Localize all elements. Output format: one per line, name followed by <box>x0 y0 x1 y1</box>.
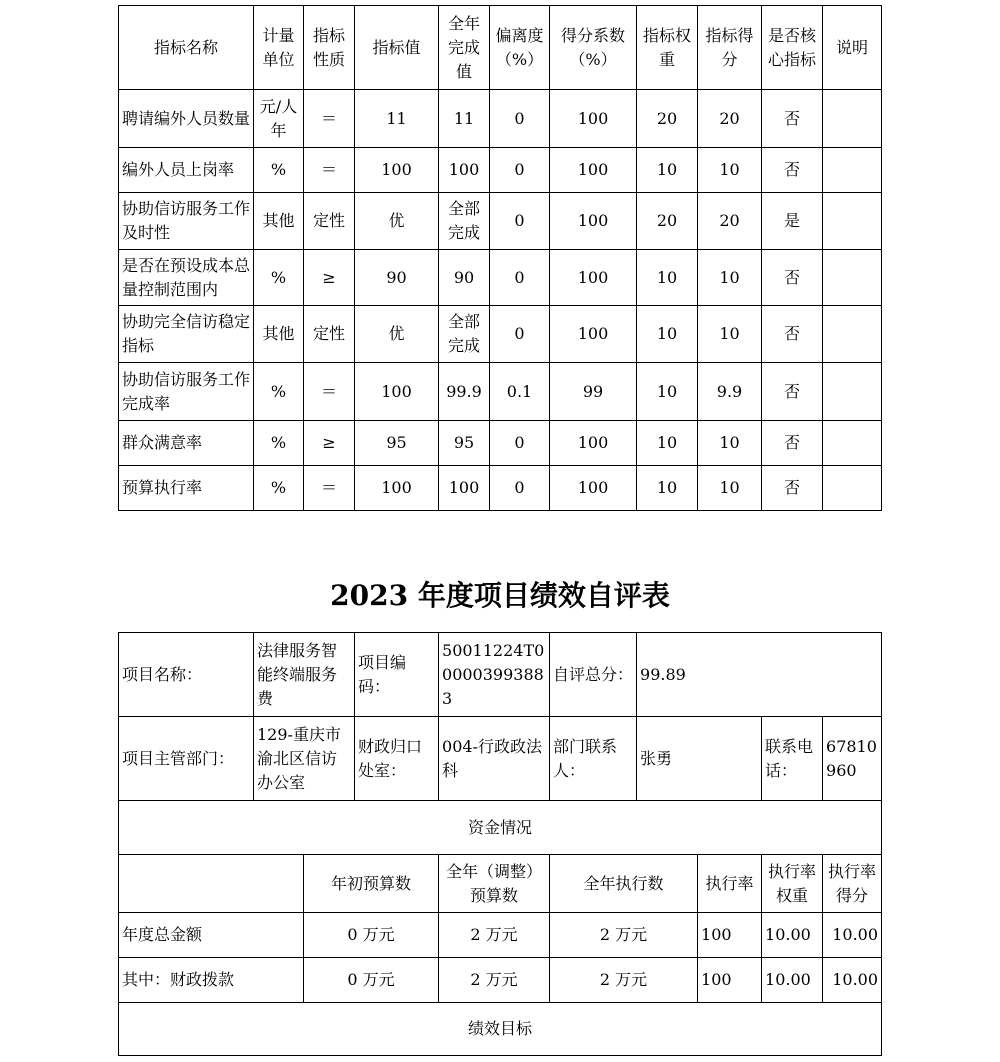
funds-value-cell: 10.00 <box>762 913 823 958</box>
table-row <box>119 421 882 466</box>
header-cell: 计量单位 <box>254 6 304 90</box>
indicator-table <box>118 5 882 511</box>
funds-value-cell: 100 <box>698 913 762 958</box>
indicator-value-cell: 0 <box>490 466 550 511</box>
goals-section-row <box>119 1003 882 1056</box>
table-row <box>119 250 882 306</box>
table-row <box>119 466 882 511</box>
indicator-name-cell: 聘请编外人员数量 <box>119 90 254 148</box>
table-row <box>119 148 882 193</box>
indicator-value-cell <box>823 250 882 306</box>
funds-value-cell: 100 <box>698 958 762 1003</box>
indicator-value-cell: 9.9 <box>698 363 762 421</box>
indicator-value-cell: ＝ <box>304 466 355 511</box>
indicator-value-cell: 其他 <box>254 306 304 363</box>
indicator-value-cell: ＝ <box>304 148 355 193</box>
header-cell: 偏离度（%） <box>490 6 550 90</box>
indicator-value-cell: 0 <box>490 148 550 193</box>
self-score-value: 99.89 <box>637 633 882 717</box>
indicator-value-cell: 100 <box>355 148 439 193</box>
indicator-value-cell: 10 <box>698 421 762 466</box>
department-row <box>119 717 882 801</box>
indicator-value-cell: 是 <box>762 193 823 250</box>
department-value: 129-重庆市渝北区信访办公室 <box>254 717 355 801</box>
phone-value: 67810960 <box>823 717 882 801</box>
header-cell: 是否核心指标 <box>762 6 823 90</box>
indicator-value-cell: % <box>254 148 304 193</box>
indicator-name-cell: 编外人员上岗率 <box>119 148 254 193</box>
project-info-row <box>119 633 882 717</box>
indicator-value-cell: ≥ <box>304 250 355 306</box>
indicator-value-cell: 100 <box>550 193 637 250</box>
indicator-value-cell: 95 <box>439 421 490 466</box>
indicator-value-cell: 99.9 <box>439 363 490 421</box>
indicator-value-cell: 100 <box>550 306 637 363</box>
indicator-name-cell: 协助信访服务工作及时性 <box>119 193 254 250</box>
indicator-value-cell: 10 <box>698 148 762 193</box>
indicator-value-cell: % <box>254 421 304 466</box>
indicator-value-cell: 10 <box>637 466 698 511</box>
project-code-value: 50011224T000003993883 <box>439 633 550 717</box>
indicator-value-cell: 20 <box>698 193 762 250</box>
goals-section-label: 绩效目标 <box>119 1003 882 1056</box>
indicator-value-cell: 否 <box>762 250 823 306</box>
table-row <box>119 306 882 363</box>
indicator-value-cell: 否 <box>762 306 823 363</box>
indicator-value-cell: 100 <box>355 363 439 421</box>
indicator-value-cell <box>823 306 882 363</box>
indicator-value-cell: ＝ <box>304 363 355 421</box>
funds-section-row <box>119 801 882 855</box>
indicator-value-cell <box>823 421 882 466</box>
indicator-value-cell: 10 <box>637 250 698 306</box>
finance-office-label: 财政归口处室： <box>355 717 439 801</box>
funds-value-cell: 10.00 <box>823 958 882 1003</box>
project-name-value: 法律服务智能终端服务费 <box>254 633 355 717</box>
indicator-value-cell: 100 <box>439 148 490 193</box>
indicator-value-cell: 否 <box>762 148 823 193</box>
indicator-value-cell: 0 <box>490 421 550 466</box>
indicator-value-cell: 99 <box>550 363 637 421</box>
indicator-body <box>119 90 882 511</box>
indicator-value-cell: 其他 <box>254 193 304 250</box>
indicator-value-cell: 95 <box>355 421 439 466</box>
header-cell: 指标名称 <box>119 6 254 90</box>
indicator-name-cell: 是否在预设成本总量控制范围内 <box>119 250 254 306</box>
indicator-value-cell: 0 <box>490 90 550 148</box>
funds-value-cell: 2 万元 <box>550 913 698 958</box>
indicator-value-cell: 10 <box>637 421 698 466</box>
header-cell: 指标权重 <box>637 6 698 90</box>
indicator-value-cell: % <box>254 250 304 306</box>
indicator-value-cell: 0 <box>490 306 550 363</box>
indicator-value-cell: 10 <box>637 148 698 193</box>
indicator-value-cell: 100 <box>550 466 637 511</box>
indicator-value-cell: 否 <box>762 421 823 466</box>
funds-value-cell: 10.00 <box>823 913 882 958</box>
indicator-value-cell: 10 <box>637 306 698 363</box>
funds-header-cell: 年初预算数 <box>304 855 439 913</box>
indicator-value-cell: 20 <box>637 90 698 148</box>
funds-header-cell: 执行率权重 <box>762 855 823 913</box>
funds-value-cell: 0 万元 <box>304 913 439 958</box>
indicator-value-cell: ＝ <box>304 90 355 148</box>
header-cell: 指标性质 <box>304 6 355 90</box>
indicator-name-cell: 预算执行率 <box>119 466 254 511</box>
funds-value-cell: 2 万元 <box>439 958 550 1003</box>
table-row <box>119 90 882 148</box>
funds-header-cell: 全年执行数 <box>550 855 698 913</box>
indicator-value-cell: 否 <box>762 363 823 421</box>
indicator-value-cell: 90 <box>355 250 439 306</box>
indicator-value-cell <box>823 148 882 193</box>
funds-value-cell: 2 万元 <box>550 958 698 1003</box>
funds-value-cell: 0 万元 <box>304 958 439 1003</box>
indicator-value-cell: 100 <box>355 466 439 511</box>
header-cell: 说明 <box>823 6 882 90</box>
indicator-value-cell: 11 <box>355 90 439 148</box>
funds-header-cell: 执行率 <box>698 855 762 913</box>
indicator-value-cell: 11 <box>439 90 490 148</box>
indicator-value-cell: 元/人年 <box>254 90 304 148</box>
header-cell: 指标值 <box>355 6 439 90</box>
indicator-name-cell: 协助信访服务工作完成率 <box>119 363 254 421</box>
indicator-value-cell: 100 <box>550 250 637 306</box>
indicator-value-cell: 全部完成 <box>439 193 490 250</box>
indicator-value-cell <box>823 466 882 511</box>
indicator-value-cell: 20 <box>637 193 698 250</box>
indicator-value-cell: 100 <box>550 148 637 193</box>
funds-row-label: 年度总金额 <box>119 913 304 958</box>
indicator-header-row <box>119 6 882 90</box>
indicator-value-cell: 优 <box>355 193 439 250</box>
contact-value: 张勇 <box>637 717 762 801</box>
indicator-value-cell: 0.1 <box>490 363 550 421</box>
table-row <box>119 363 882 421</box>
self-score-label: 自评总分： <box>550 633 637 717</box>
indicator-value-cell: 10 <box>698 466 762 511</box>
funds-row <box>119 913 882 958</box>
indicator-value-cell: 定性 <box>304 306 355 363</box>
indicator-value-cell <box>823 363 882 421</box>
indicator-value-cell: 定性 <box>304 193 355 250</box>
header-cell: 指标得分 <box>698 6 762 90</box>
funds-header-row <box>119 855 882 913</box>
indicator-value-cell <box>823 90 882 148</box>
indicator-value-cell: ≥ <box>304 421 355 466</box>
funds-row-label: 其中：财政拨款 <box>119 958 304 1003</box>
finance-office-value: 004-行政政法科 <box>439 717 550 801</box>
indicator-value-cell: % <box>254 363 304 421</box>
indicator-value-cell <box>823 193 882 250</box>
indicator-value-cell: 20 <box>698 90 762 148</box>
funds-value-cell: 10.00 <box>762 958 823 1003</box>
phone-label: 联系电话： <box>762 717 823 801</box>
indicator-value-cell: 100 <box>550 421 637 466</box>
indicator-value-cell: 10 <box>637 363 698 421</box>
indicator-value-cell: 10 <box>698 250 762 306</box>
funds-section-label: 资金情况 <box>119 801 882 855</box>
indicator-value-cell: 全部完成 <box>439 306 490 363</box>
indicator-value-cell: 10 <box>698 306 762 363</box>
funds-header-cell <box>119 855 304 913</box>
indicator-value-cell: 0 <box>490 250 550 306</box>
indicator-value-cell: 否 <box>762 90 823 148</box>
project-table <box>118 632 882 1056</box>
funds-row <box>119 958 882 1003</box>
funds-body <box>119 913 882 1003</box>
funds-value-cell: 2 万元 <box>439 913 550 958</box>
contact-label: 部门联系人： <box>550 717 637 801</box>
indicator-value-cell: 100 <box>439 466 490 511</box>
department-label: 项目主管部门： <box>119 717 254 801</box>
funds-header-cell: 全年（调整）预算数 <box>439 855 550 913</box>
indicator-value-cell: 优 <box>355 306 439 363</box>
header-cell: 全年完成值 <box>439 6 490 90</box>
header-cell: 得分系数（%） <box>550 6 637 90</box>
indicator-value-cell: 100 <box>550 90 637 148</box>
indicator-value-cell: 否 <box>762 466 823 511</box>
funds-header-cell: 执行率得分 <box>823 855 882 913</box>
indicator-value-cell: 0 <box>490 193 550 250</box>
form-title: 2023 年度项目绩效自评表 <box>330 579 670 612</box>
indicator-value-cell: 90 <box>439 250 490 306</box>
table-row <box>119 193 882 250</box>
indicator-name-cell: 群众满意率 <box>119 421 254 466</box>
indicator-value-cell: % <box>254 466 304 511</box>
indicator-name-cell: 协助完全信访稳定指标 <box>119 306 254 363</box>
project-code-label: 项目编码： <box>355 633 439 717</box>
project-name-label: 项目名称： <box>119 633 254 717</box>
